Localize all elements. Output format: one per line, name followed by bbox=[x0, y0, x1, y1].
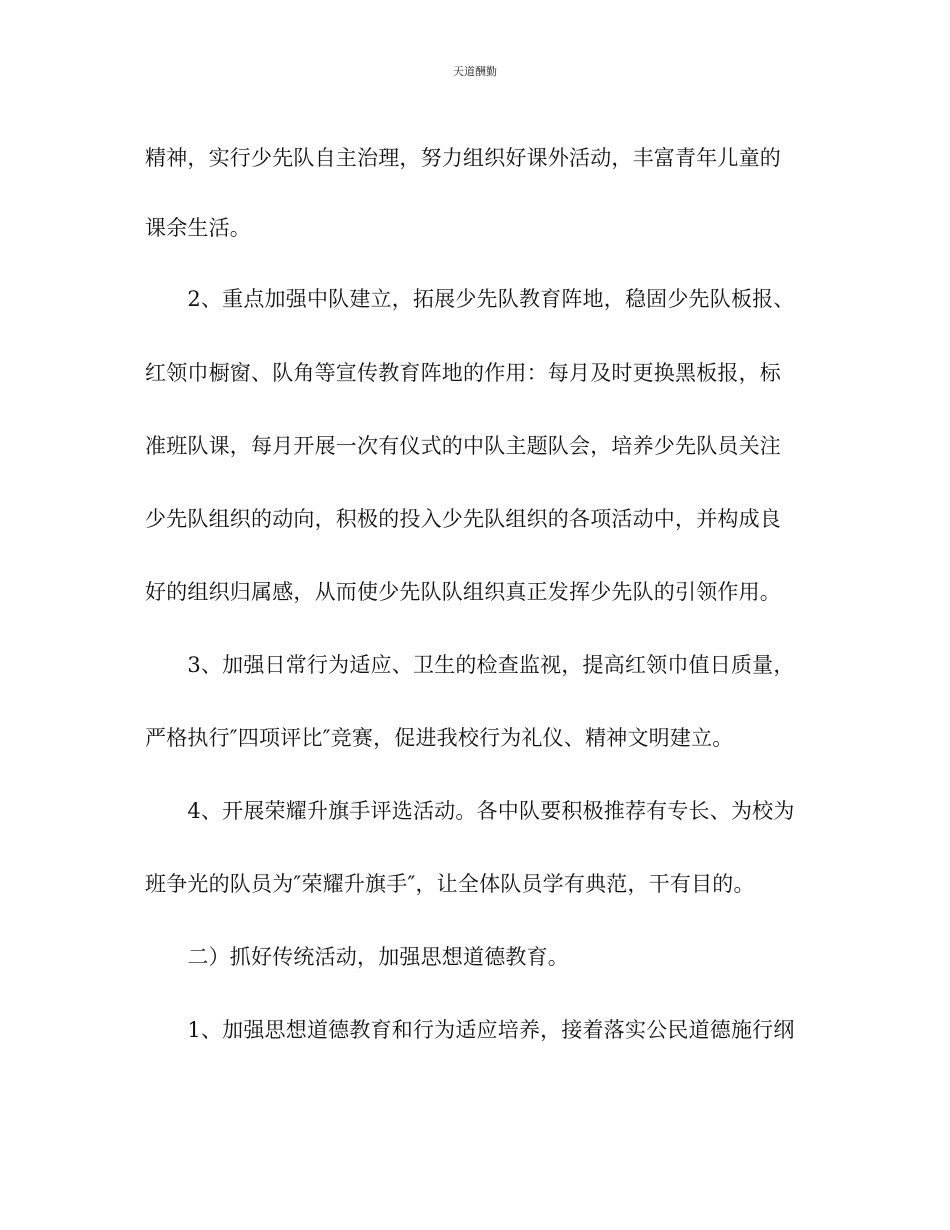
body-line-11: 班争光的队员为″荣耀升旗手″，让全体队员学有典范，干有目的。 bbox=[145, 872, 755, 896]
body-line-2: 课余生活。 bbox=[145, 216, 251, 240]
body-line-13: 1、加强思想道德教育和行为适应培养，接着落实公民道德施行纲 bbox=[145, 1018, 795, 1042]
body-line-1: 精神，实行少先队自主治理，努力组织好课外活动，丰富青年儿童的 bbox=[145, 146, 781, 170]
body-line-5: 准班队课，每月开展一次有仪式的中队主题队会，培养少先队员关注 bbox=[145, 434, 781, 458]
body-line-6: 少先队组织的动向，积极的投入少先队组织的各项活动中，并构成良 bbox=[145, 507, 781, 531]
body-line-12: 二）抓好传统活动，加强思想道德教育。 bbox=[145, 945, 569, 969]
body-line-8: 3、加强日常行为适应、卫生的检查监视，提高红领巾值日质量， bbox=[145, 653, 795, 677]
body-line-4: 红领巾橱窗、队角等宣传教育阵地的作用：每月及时更换黑板报，标 bbox=[145, 361, 781, 385]
page-header: 天道酬勤 bbox=[453, 65, 497, 78]
body-line-9: 严格执行″四项评比″竞赛，促进我校行为礼仪、精神文明建立。 bbox=[145, 726, 734, 750]
body-line-10: 4、开展荣耀升旗手评选活动。各中队要积极推荐有专长、为校为 bbox=[145, 799, 795, 823]
body-line-7: 好的组织归属感，从而使少先队队组织真正发挥少先队的引领作用。 bbox=[145, 580, 781, 604]
body-line-3: 2、重点加强中队建立，拓展少先队教育阵地，稳固少先队板报、 bbox=[145, 287, 795, 311]
